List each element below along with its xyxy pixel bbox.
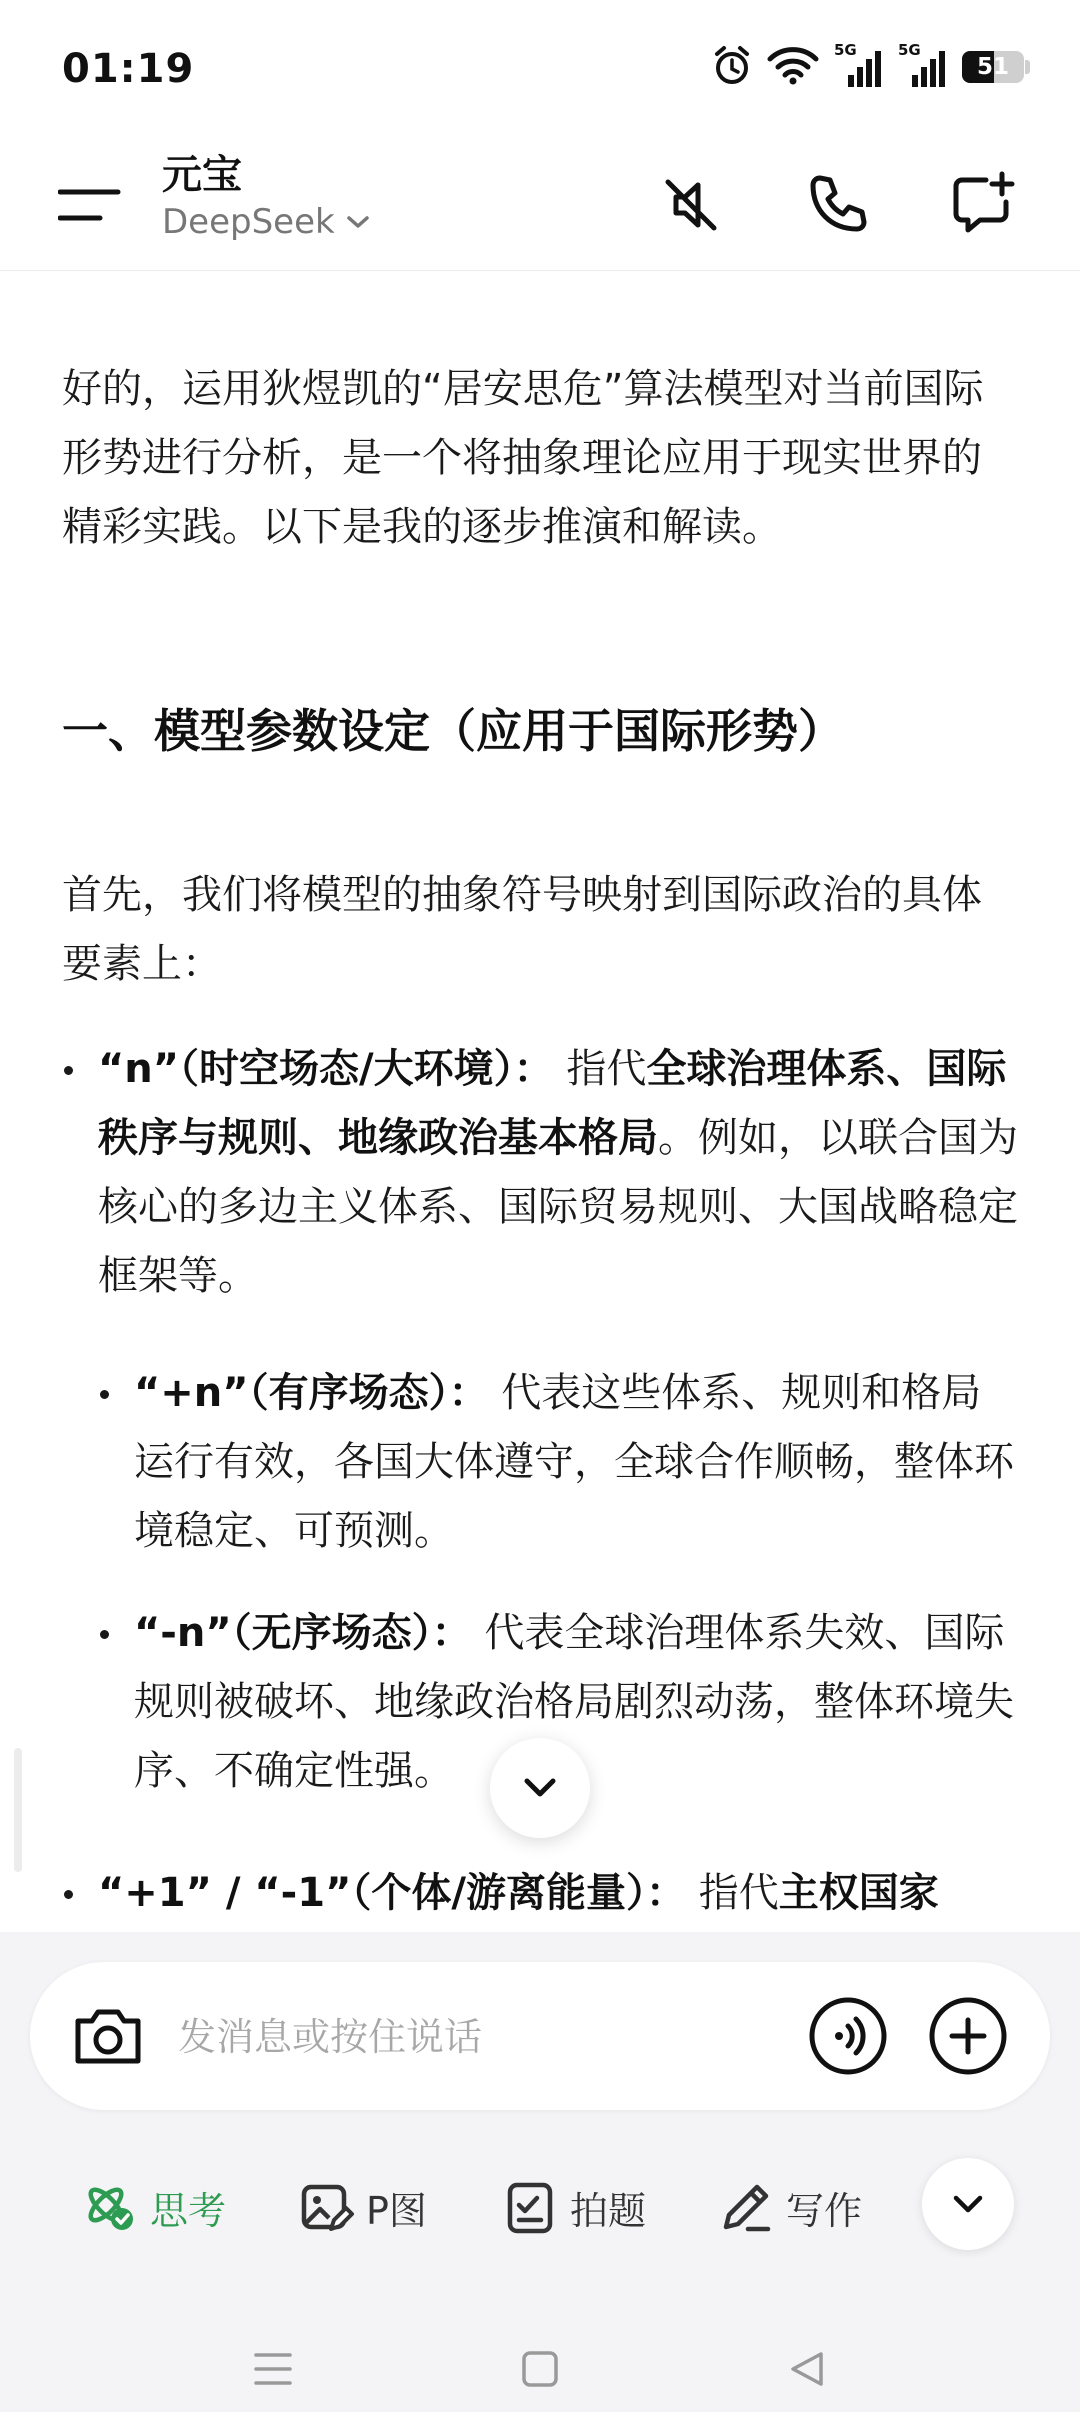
tool-label: P图	[366, 2188, 427, 2233]
list-item-bold-text: 全球治理体系、国际秩序与规则、地缘政治基本格局	[98, 1046, 1007, 1161]
bullet-dot	[64, 1890, 73, 1899]
back-icon	[787, 2349, 827, 2389]
status-icons	[712, 42, 1030, 92]
speaker-muted-icon	[656, 170, 726, 240]
hamburger-icon	[58, 174, 122, 238]
voice-call-button[interactable]	[808, 1996, 888, 2076]
home-icon	[520, 2349, 560, 2389]
system-navigation-bar	[0, 2322, 1080, 2412]
camera-icon	[70, 2003, 146, 2069]
scroll-to-bottom-button[interactable]	[490, 1738, 590, 1838]
model-selector[interactable]	[162, 202, 371, 242]
menu-button[interactable]	[58, 174, 122, 238]
think-tool-button[interactable]	[82, 2172, 226, 2242]
chevron-down-icon	[950, 2192, 986, 2216]
list-item-term: “+1” / “-1”（个体/游离能量）：	[98, 1870, 687, 1916]
composer-area	[0, 1932, 1080, 2412]
list-item-term: “+n”（有序场态）：	[134, 1370, 489, 1416]
title-block	[162, 150, 371, 242]
list-item	[98, 1035, 1018, 1311]
scroll-handle[interactable]	[14, 1748, 22, 1872]
phone-icon	[802, 170, 872, 240]
new-chat-button[interactable]	[940, 162, 1026, 248]
section-intro-paragraph: 首先，我们将模型的抽象符号映射到国际政治的具体要素上：	[62, 872, 982, 987]
bullet-dot	[64, 1066, 73, 1075]
cellular-signal-icon: 5G	[898, 45, 948, 89]
chevron-down-icon	[520, 1774, 560, 1802]
list-item-text: 指代	[686, 1870, 779, 1916]
add-attachment-button[interactable]	[928, 1996, 1008, 2076]
section-heading: 一、模型参数设定（应用于国际形势）	[62, 704, 844, 758]
call-button[interactable]	[794, 162, 880, 248]
image-edit-icon	[298, 2179, 354, 2235]
composer-box	[30, 1962, 1050, 2110]
intro-paragraph: 好的，运用狄煜凯的“居安思危”算法模型对当前国际形势进行分析，是一个将抽象理论应用于现实世界的精彩实践。以下是我的逐步推演和解读。	[62, 366, 984, 550]
question-sheet-icon	[502, 2179, 558, 2235]
chat-header	[0, 140, 1080, 271]
battery-icon	[962, 49, 1030, 85]
pen-icon	[718, 2179, 774, 2235]
list-item	[98, 1859, 1038, 1928]
tool-label: 思考	[150, 2188, 227, 2233]
voice-wave-icon	[808, 1996, 888, 2076]
chevron-down-icon	[345, 213, 371, 231]
recents-nav-button[interactable]	[248, 2344, 298, 2394]
list-item-bold-text: 主权国家	[778, 1870, 939, 1916]
app-title: 元宝	[162, 152, 242, 198]
plus-icon	[928, 1996, 1008, 2076]
tool-label: 写作	[786, 2188, 863, 2233]
think-atom-icon	[82, 2179, 138, 2235]
message-scroll-area[interactable]	[0, 271, 1080, 1931]
back-nav-button[interactable]	[782, 2344, 832, 2394]
list-item-text: 。例如，以联合国为核心的多边主义体系、国际贸易规则、大国战略稳定框架等。	[98, 1115, 1018, 1299]
list-item-term: “-n”（无序场态）：	[134, 1610, 472, 1656]
list-item-term: “n”（时空场态/大环境）：	[98, 1046, 554, 1092]
list-item-text: 代表全球治理体系失效、国际规则被破坏、地缘政治格局剧烈动荡，整体环境失序、不确定性强。	[134, 1610, 1014, 1794]
more-tools-button[interactable]	[922, 2158, 1014, 2250]
list-item-text: 指代	[553, 1046, 647, 1092]
status-bar	[0, 0, 1080, 140]
list-item-text: 代表这些体系、规则和格局运行有效，各国大体遵守，全球合作顺畅，整体环境稳定、可预测。	[134, 1370, 1014, 1554]
message-input[interactable]	[176, 2002, 780, 2072]
recents-icon	[252, 2349, 294, 2389]
wifi-icon	[766, 45, 820, 89]
battery-level: 51	[976, 54, 1009, 80]
write-tool-button[interactable]	[718, 2172, 862, 2242]
p-image-tool-button[interactable]	[298, 2172, 427, 2242]
alarm-icon	[712, 44, 752, 90]
sub-list-item	[134, 1359, 1018, 1566]
bullet-dot	[100, 1630, 109, 1639]
status-time: 01:19	[62, 46, 195, 92]
tool-bar	[0, 2152, 1080, 2262]
home-nav-button[interactable]	[515, 2344, 565, 2394]
cellular-signal-icon: 5G	[834, 45, 884, 89]
model-name: DeepSeek	[162, 202, 335, 242]
camera-button[interactable]	[68, 1996, 148, 2076]
bullet-dot	[100, 1390, 109, 1399]
mute-button[interactable]	[648, 162, 734, 248]
tool-label: 拍题	[570, 2188, 647, 2233]
new-chat-icon	[948, 170, 1018, 240]
photo-question-tool-button[interactable]	[502, 2172, 646, 2242]
